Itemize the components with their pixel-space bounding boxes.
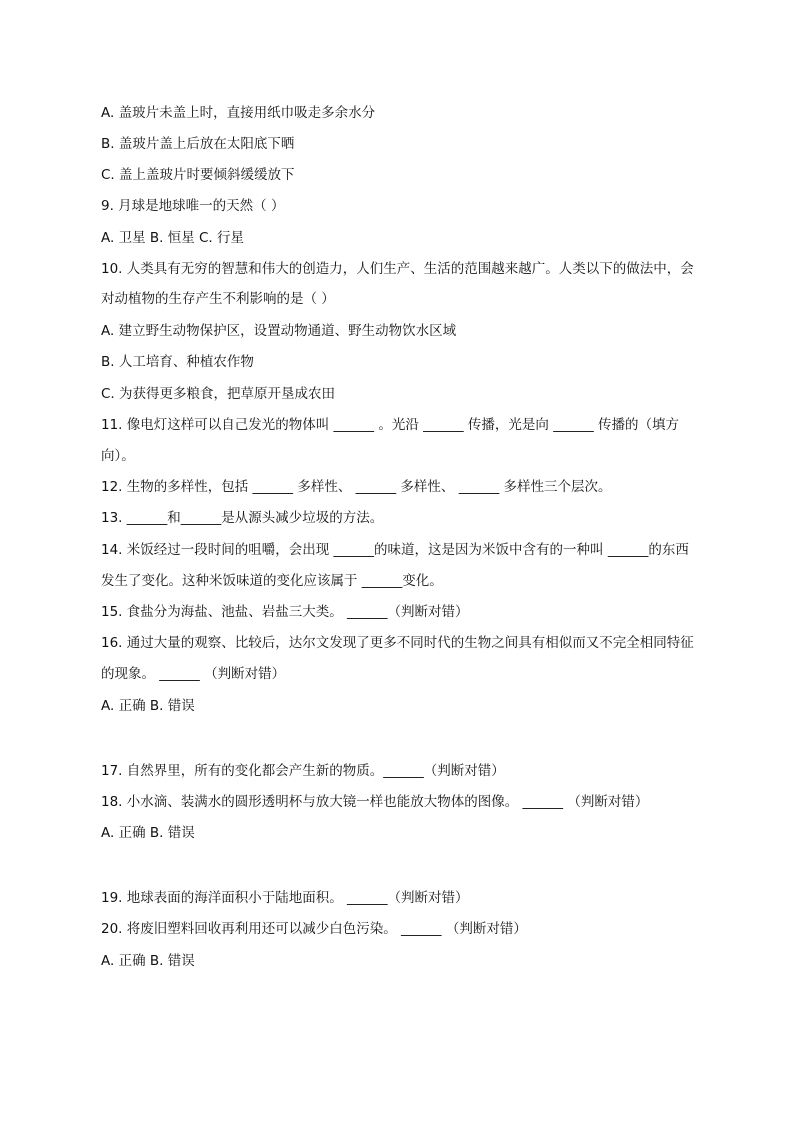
question-9: 9. 月球是地球唯一的天然（ ） [101,198,285,214]
question-16: 16. 通过大量的观察、比较后，达尔文发现了更多不同时代的生物之间具有相似而又不完全相同特征 [101,635,694,651]
q8-option-c: C. 盖上盖玻片时要倾斜缓缓放下 [101,167,295,183]
question-19: 19. 地球表面的海洋面积小于陆地面积。 ______（判断对错） [101,890,469,906]
question-11: 11. 像电灯这样可以自己发光的物体叫 ______ 。光沿 ______ 传播，光是向 ______ 传播的（填方 [101,417,680,433]
question-18: 18. 小水滴、装满水的圆形透明杯与放大镜一样也能放大物体的图像。 ______ （判断对错） [101,794,649,810]
q8-option-b: B. 盖玻片盖上后放在太阳底下晒 [101,136,295,152]
q9-options: A. 卫星 B. 恒星 C. 行星 [101,230,245,246]
q18-options: A. 正确 B. 错误 [101,825,195,841]
question-14: 14. 米饭经过一段时间的咀嚼，会出现 ______的味道，这是因为米饭中含有的一种叫 ______的东西 [101,542,689,558]
question-11-cont: 向）。 [101,448,135,464]
question-10: 10. 人类具有无穷的智慧和伟大的创造力，人们生产、生活的范围越来越广。人类以下的做法中，会 [101,261,694,277]
q10-option-c: C. 为获得更多粮食，把草原开垦成农田 [101,386,336,402]
question-20: 20. 将废旧塑料回收再利用还可以减少白色污染。 ______ （判断对错） [101,921,527,937]
question-12: 12. 生物的多样性，包括 ______ 多样性、 ______ 多样性、 ______ 多样性三个层次。 [101,479,612,495]
question-13: 13. ______和______是从源头减少垃圾的方法。 [101,510,384,526]
q20-options: A. 正确 B. 错误 [101,953,195,969]
question-17: 17. 自然界里，所有的变化都会产生新的物质。______（判断对错） [101,763,505,779]
question-15: 15. 食盐分为海盐、池盐、岩盐三大类。 ______（判断对错） [101,604,469,620]
q8-option-a: A. 盖玻片未盖上时，直接用纸巾吸走多余水分 [101,105,376,121]
q10-option-a: A. 建立野生动物保护区，设置动物通道、野生动物饮水区域 [101,323,457,339]
q10-option-b: B. 人工培育、种植农作物 [101,354,254,370]
question-14-cont: 发生了变化。这种米饭味道的变化应该属于 ______变化。 [101,573,443,589]
question-16-cont: 的现象。 ______ （判断对错） [101,666,286,682]
question-10-cont: 对动植物的生存产生不利影响的是（ ） [101,291,335,307]
q16-options: A. 正确 B. 错误 [101,698,195,714]
